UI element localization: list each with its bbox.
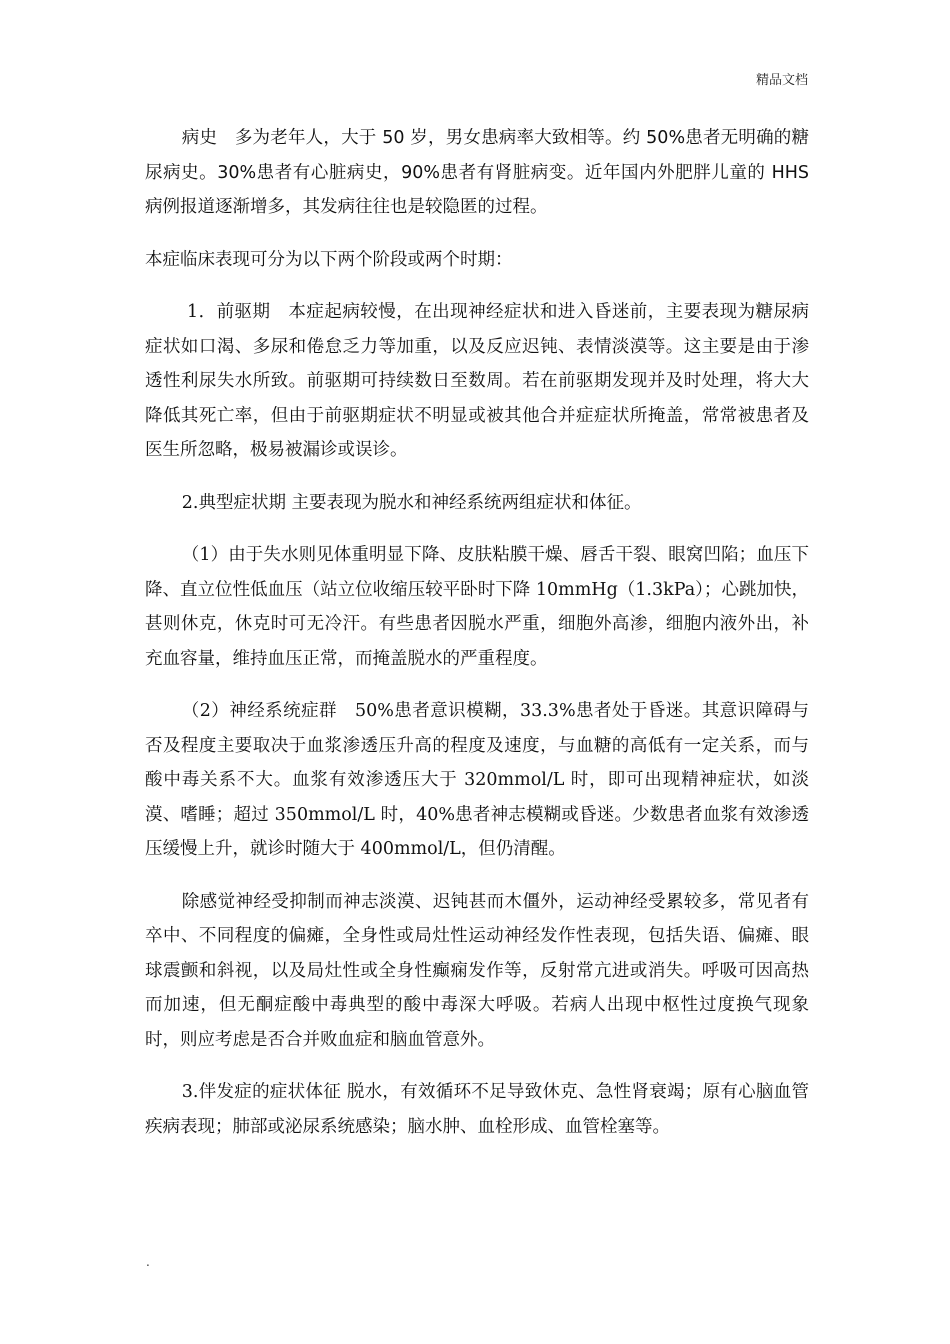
paragraph-neurological: （2）神经系统症群 50%患者意识模糊，33.3%患者处于昏迷。其意识障碍与否及程度主要取决于血浆渗透压升高的程度及速度，与血糖的高低有一定关系，而与酸中毒关系不大。血浆有效渗透压大于 320mmol/L 时，即可出现精神症状，如淡漠、嗜睡；超过 350mmol/L 时，40%患者神志模糊或昏迷。少数患者血浆有效渗透压缓慢上升，就诊时随大于 400mmol/L，但仍清醒。 bbox=[145, 701, 809, 859]
paragraph-typical-stage: 2.典型症状期 主要表现为脱水和神经系统两组症状和体征。 bbox=[181, 492, 642, 513]
paragraph-history: 病史 多为老年人，大于 50 岁，男女患病率大致相等。约 50%患者无明确的糖尿病史。30%患者有心脏病史，90%患者有肾脏病变。近年国内外肥胖儿童的 HHS 病例报道逐渐增多，其发病往往也是较隐匿的过程。 bbox=[145, 128, 809, 217]
paragraph-intro-stages: 本症临床表现可分为以下两个阶段或两个时期： bbox=[145, 249, 513, 270]
paragraph-complications: 3.伴发症的症状体征 脱水，有效循环不足导致休克、急性肾衰竭；原有心脑血管疾病表现；肺部或泌尿系统感染；脑水肿、血栓形成、血管栓塞等。 bbox=[145, 1082, 809, 1137]
page-header-label: 精品文档 bbox=[755, 73, 808, 88]
document-body bbox=[145, 121, 809, 1162]
paragraph-dehydration: （1）由于失水则见体重明显下降、皮肤粘膜干燥、唇舌干裂、眼窝凹陷；血压下降、直立位性低血压（站立位收缩压较平卧时下降 10mmHg（1.3kPa）；心跳加快，甚则休克，休克时可无冷汗。有些患者因脱水严重，细胞外高渗，细胞内液外出，补充血容量，维持血压正常，而掩盖脱水的严重程度。 bbox=[145, 545, 809, 669]
page-footer-mark: . bbox=[146, 1255, 150, 1269]
paragraph-prodromal-stage: 1．前驱期 本症起病较慢，在出现神经症状和进入昏迷前，主要表现为糖尿病症状如口渴、多尿和倦怠乏力等加重，以及反应迟钝、表情淡漠等。这主要是由于渗透性利尿失水所致。前驱期可持续数日至数周。若在前驱期发现并及时处理，将大大降低其死亡率，但由于前驱期症状不明显或被其他合并症症状所掩盖，常常被患者及医生所忽略，极易被漏诊或误诊。 bbox=[145, 302, 809, 460]
paragraph-motor-nerve: 除感觉神经受抑制而神志淡漠、迟钝甚而木僵外，运动神经受累较多，常见者有卒中、不同程度的偏瘫，全身性或局灶性运动神经发作性表现，包括失语、偏瘫、眼球震颤和斜视，以及局灶性或全身性癫痫发作等，反射常亢进或消失。呼吸可因高热而加速，但无酮症酸中毒典型的酸中毒深大呼吸。若病人出现中枢性过度换气现象时，则应考虑是否合并败血症和脑血管意外。 bbox=[145, 891, 809, 1050]
